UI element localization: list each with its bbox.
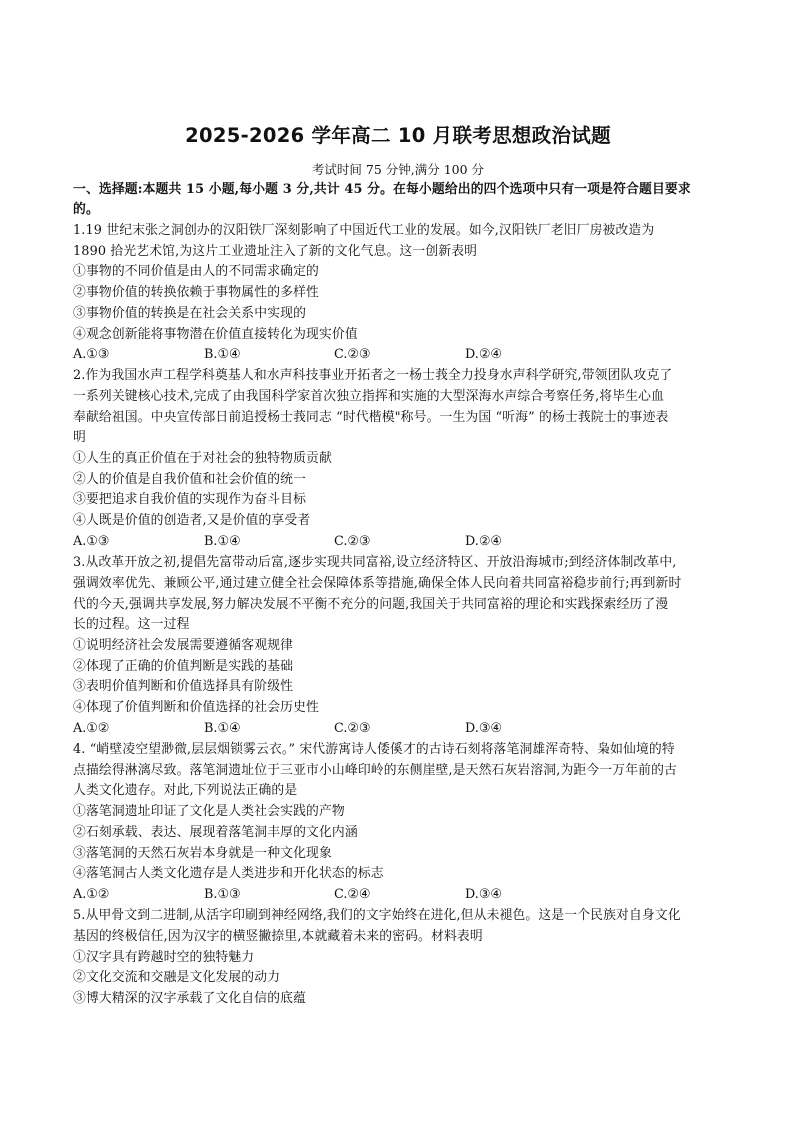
page-title: 2025-2026 学年高二 10 月联考思想政治试题 — [185, 124, 611, 147]
q3-stem-line-4: 长的过程。这一过程 — [73, 617, 190, 632]
q1-option-b: B.①④ — [204, 347, 241, 362]
q1-option-d: D.②④ — [465, 347, 502, 362]
q1-option-c: C.②③ — [334, 347, 371, 362]
q4-statement-4: ④落笔洞古人类文化遗存是人类进步和开化状态的标志 — [73, 866, 384, 881]
q3-option-a: A.①② — [73, 721, 110, 736]
q1-statement-2: ②事物价值的转换依赖于事物属性的多样性 — [73, 285, 319, 300]
q3-option-c: C.②③ — [334, 721, 371, 736]
q4-stem-line-2: 点描绘得淋漓尽致。落笔洞遗址位于三亚市小山峰印岭的东侧崖壁,是天然石灰岩溶洞,为距今一万年前的古 — [73, 763, 677, 778]
q3-stem-line-1: 3.从改革开放之初,提倡先富带动后富,逐步实现共同富裕,设立经济特区、开放沿海城市;到经济体制改革中, — [73, 555, 677, 570]
q2-stem-line-1: 2.作为我国水声工程学科奠基人和水声科技事业开拓者之一杨士莪全力投身水声科学研究,带领团队攻克了 — [73, 368, 673, 383]
q2-stem-line-4: 明 — [73, 430, 86, 445]
q2-option-b: B.①④ — [204, 534, 241, 549]
q1-statement-4: ④观念创新能将事物潜在价值直接转化为现实价值 — [73, 327, 358, 342]
q5-stem-line-2: 基因的终极信任,因为汉字的横竖撇捺里,本就藏着未来的密码。材料表明 — [73, 929, 483, 944]
q4-statement-2: ②石刻承载、表达、展现着落笔洞丰厚的文化内涵 — [73, 825, 358, 840]
q2-option-a: A.①③ — [73, 534, 110, 549]
q3-stem-line-2: 强调效率优先、兼顾公平,通过建立健全社会保障体系等措施,确保全体人民向着共同富裕稳步前行;再到新时 — [73, 576, 682, 591]
q2-statement-4: ④人既是价值的创造者,又是价值的享受者 — [73, 513, 311, 528]
q5-statement-3: ③博大精深的汉字承载了文化自信的底蕴 — [73, 991, 307, 1006]
section-heading-line-2: 的。 — [73, 202, 99, 217]
q3-stem-line-3: 代的今天,强调共享发展,努力解决发展不平衡不充分的问题,我国关于共同富裕的理论和实践探索经历了漫 — [73, 597, 669, 612]
q2-statement-3: ③要把追求自我价值的实现作为奋斗目标 — [73, 492, 307, 507]
q3-statement-2: ②体现了正确的价值判断是实践的基础 — [73, 659, 294, 674]
section-heading-line-1: 一、选择题:本题共 15 小题,每小题 3 分,共计 45 分。在每小题给出的四个选项中只有一项是符合题目要求 — [73, 182, 691, 197]
q2-option-c: C.②③ — [334, 534, 371, 549]
q3-statement-3: ③表明价值判断和价值选择具有阶级性 — [73, 679, 294, 694]
q4-option-d: D.③④ — [465, 887, 502, 902]
q2-stem-line-2: 一系列关键核心技术,完成了由我国科学家首次独立指挥和实施的大型深海水声综合考察任务,将毕生心血 — [73, 389, 665, 404]
q2-statement-2: ②人的价值是自我价值和社会价值的统一 — [73, 472, 307, 487]
q3-option-d: D.③④ — [465, 721, 502, 736]
q1-statement-3: ③事物价值的转换是在社会关系中实现的 — [73, 306, 307, 321]
q2-statement-1: ①人生的真正价值在于对社会的独特物质贡献 — [73, 451, 332, 466]
q3-statement-1: ①说明经济社会发展需要遵循客观规律 — [73, 638, 294, 653]
q5-statement-1: ①汉字具有跨越时空的独特魅力 — [73, 950, 255, 965]
q1-stem-line-1: 1.19 世纪末张之洞创办的汉阳铁厂深刻影响了中国近代工业的发展。如今,汉阳铁厂老旧厂房被改造为 — [73, 223, 655, 238]
q5-statement-2: ②文化交流和交融是文化发展的动力 — [73, 970, 281, 985]
q4-option-c: C.②④ — [334, 887, 371, 902]
q5-stem-line-1: 5.从甲骨文到二进制,从活字印刷到神经网络,我们的文字始终在进化,但从未褪色。这是一个民族对自身文化 — [73, 908, 681, 923]
q4-statement-3: ③落笔洞的天然石灰岩本身就是一种文化现象 — [73, 846, 332, 861]
q4-stem-line-3: 人类文化遗存。对此,下列说法正确的是 — [73, 783, 298, 798]
q3-statement-4: ④体现了价值判断和价值选择的社会历史性 — [73, 700, 319, 715]
exam-info: 考试时间 75 分钟,满分 100 分 — [311, 162, 485, 177]
q4-option-b: B.①③ — [204, 887, 241, 902]
q4-stem-line-1: 4. “峭壁凌空望渺微,层层烟锁雾云衣。” 宋代游寓诗人倭傒才的古诗石刻将落笔洞雄浑奇特、枭如仙境的特 — [73, 742, 675, 757]
q1-statement-1: ①事物的不同价值是由人的不同需求确定的 — [73, 264, 319, 279]
q2-stem-line-3: 奉献给祖国。中央宣传部日前追授杨士莪同志 “时代楷模"称号。一生为国 “听海” 的杨士莪院士的事迹表 — [73, 410, 669, 425]
q4-option-a: A.①② — [73, 887, 110, 902]
q1-option-a: A.①③ — [73, 347, 110, 362]
q4-statement-1: ①落笔洞遗址印证了文化是人类社会实践的产物 — [73, 804, 345, 819]
q3-option-b: B.①④ — [204, 721, 241, 736]
q2-option-d: D.②④ — [465, 534, 502, 549]
q1-stem-line-2: 1890 拾光艺术馆,为这片工业遗址注入了新的文化气息。这一创新表明 — [73, 244, 478, 259]
